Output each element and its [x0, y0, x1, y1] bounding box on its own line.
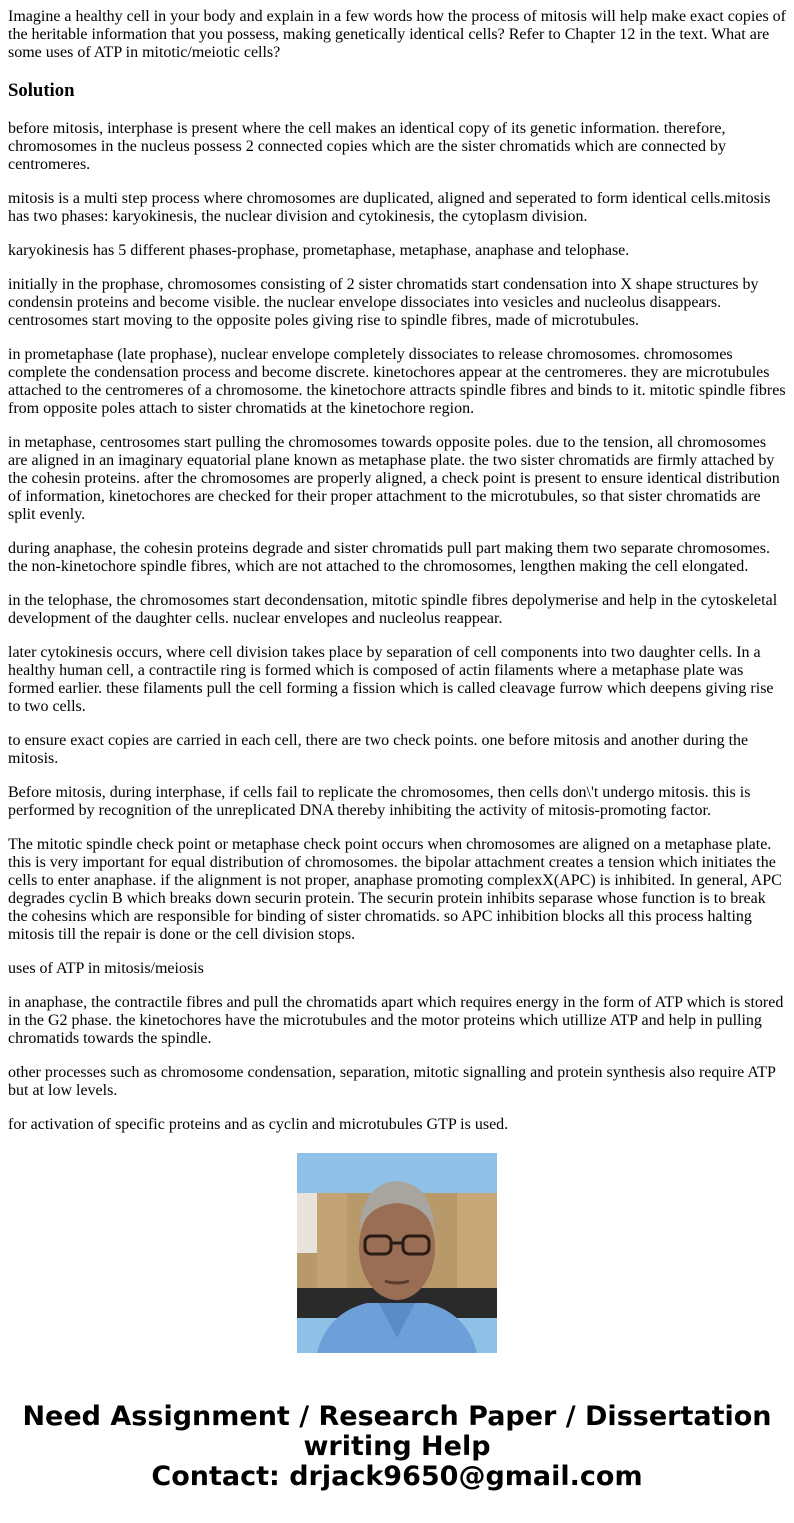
solution-paragraph-cutoff: for activation of specific proteins and as cyclin and microtubules GTP is used. [8, 1116, 509, 1133]
author-avatar [297, 1153, 497, 1353]
solution-paragraph: initially in the prophase, chromosomes consisting of 2 sister chromatids start condensation into X shape structures by condensin proteins and become visible. the nuclear envelope dissociates into vesicles and nucleolus disappears. centrosomes start moving to the opposite poles giving rise to spindle fibres, made of microtubules. [8, 276, 759, 329]
solution-paragraph: The mitotic spindle check point or metaphase check point occurs when chromosomes are aligned on a metaphase plate. this is very important for equal distribution of chromosomes. the bipolar attachment creates a tension which initiates the cells to enter anaphase. if the alignment is not proper, anaphase promoting complexX(APC) is inhibited. In general, APC degrades cyclin B which breaks down securin protein. The securin protein inhibits separase whose function is to break the cohesins which are responsible for binding of sister chromatids. so APC inhibition blocks all this process halting mitosis till the repair is done or the cell division stops. [8, 836, 782, 943]
question-text: Imagine a healthy cell in your body and explain in a few words how the process of mitosis will help make exact copies of the heritable information that you possess, making genetically identical cells? Refer to Chapter 12 in the text. What are some uses of ATP in mitotic/meiotic cells? [8, 8, 787, 61]
atp-subheading: uses of ATP in mitosis/meiosis [8, 960, 204, 977]
portrait-image [297, 1153, 497, 1353]
solution-paragraph: before mitosis, interphase is present where the cell makes an identical copy of its genetic information. therefore, chromosomes in the nucleus possess 2 connected copies which are the sister chromatids which are connected by centromeres. [8, 120, 727, 173]
promo-contact-email: Contact: drjack9650@gmail.com [151, 1461, 643, 1492]
promo-banner [0, 1402, 794, 1492]
solution-paragraph: Before mitosis, during interphase, if cells fail to replicate the chromosomes, then cells don\'t undergo mitosis. this is performed by recognition of the unreplicated DNA thereby inhibiting the activity of mitosis-promoting factor. [8, 784, 751, 819]
document-content [8, 8, 787, 1133]
solution-paragraph: other processes such as chromosome condensation, separation, mitotic signalling and protein synthesis also require ATP but at low levels. [8, 1064, 776, 1099]
solution-paragraph: to ensure exact copies are carried in each cell, there are two check points. one before mitosis and another during the mitosis. [8, 732, 749, 767]
promo-line-2: writing Help [303, 1431, 491, 1462]
solution-paragraph: in anaphase, the contractile fibres and pull the chromatids apart which requires energy in the form of ATP which is stored in the G2 phase. the kinetochores have the microtubules and the motor proteins which utillize ATP and help in pulling chromatids towards the spindle. [8, 994, 784, 1047]
solution-paragraph: mitosis is a multi step process where chromosomes are duplicated, aligned and seperated to form identical cells.mitosis has two phases: karyokinesis, the nuclear division and cytokinesis, the cytoplasm division. [8, 190, 771, 225]
solution-paragraph: in metaphase, centrosomes start pulling the chromosomes towards opposite poles. due to the tension, all chromosomes are aligned in an imaginary equatorial plane known as metaphase plate. the two sister chromatids are firmly attached by the cohesin proteins. after the chromosomes are properly aligned, a check point is present to ensure identical distribution of information, kinetochores are checked for their proper attachment to the microtubules, so that sister chromatids are split evenly. [8, 434, 780, 523]
solution-paragraph: in the telophase, the chromosomes start decondensation, mitotic spindle fibres depolymerise and help in the cytoskeletal development of the daughter cells. nuclear envelopes and nucleolus reappear. [8, 592, 778, 627]
promo-line-1: Need Assignment / Research Paper / Dissertation [22, 1401, 772, 1432]
solution-paragraph: during anaphase, the cohesin proteins degrade and sister chromatids pull part making them two separate chromosomes. the non-kinetochore spindle fibres, which are not attached to the chromosomes, lengthen making the cell elongated. [8, 540, 771, 575]
solution-heading: Solution [8, 80, 75, 101]
solution-paragraph: later cytokinesis occurs, where cell division takes place by separation of cell components into two daughter cells. In a healthy human cell, a contractile ring is formed which is composed of actin filaments where a metaphase plate was formed earlier. these filaments pull the cell forming a fission which is called cleavage furrow which deepens giving rise to two cells. [8, 644, 774, 715]
solution-paragraph: in prometaphase (late prophase), nuclear envelope completely dissociates to release chromosomes. chromosomes complete the condensation process and become discrete. kinetochores appear at the centromeres. they are microtubules attached to the centromeres of a chromosome. the kinetochore attracts spindle fibres and binds to it. mitotic spindle fibres from opposite poles attach to sister chromatids at the kinetochore region. [8, 346, 786, 417]
solution-paragraph: karyokinesis has 5 different phases-prophase, prometaphase, metaphase, anaphase and telophase. [8, 242, 630, 259]
